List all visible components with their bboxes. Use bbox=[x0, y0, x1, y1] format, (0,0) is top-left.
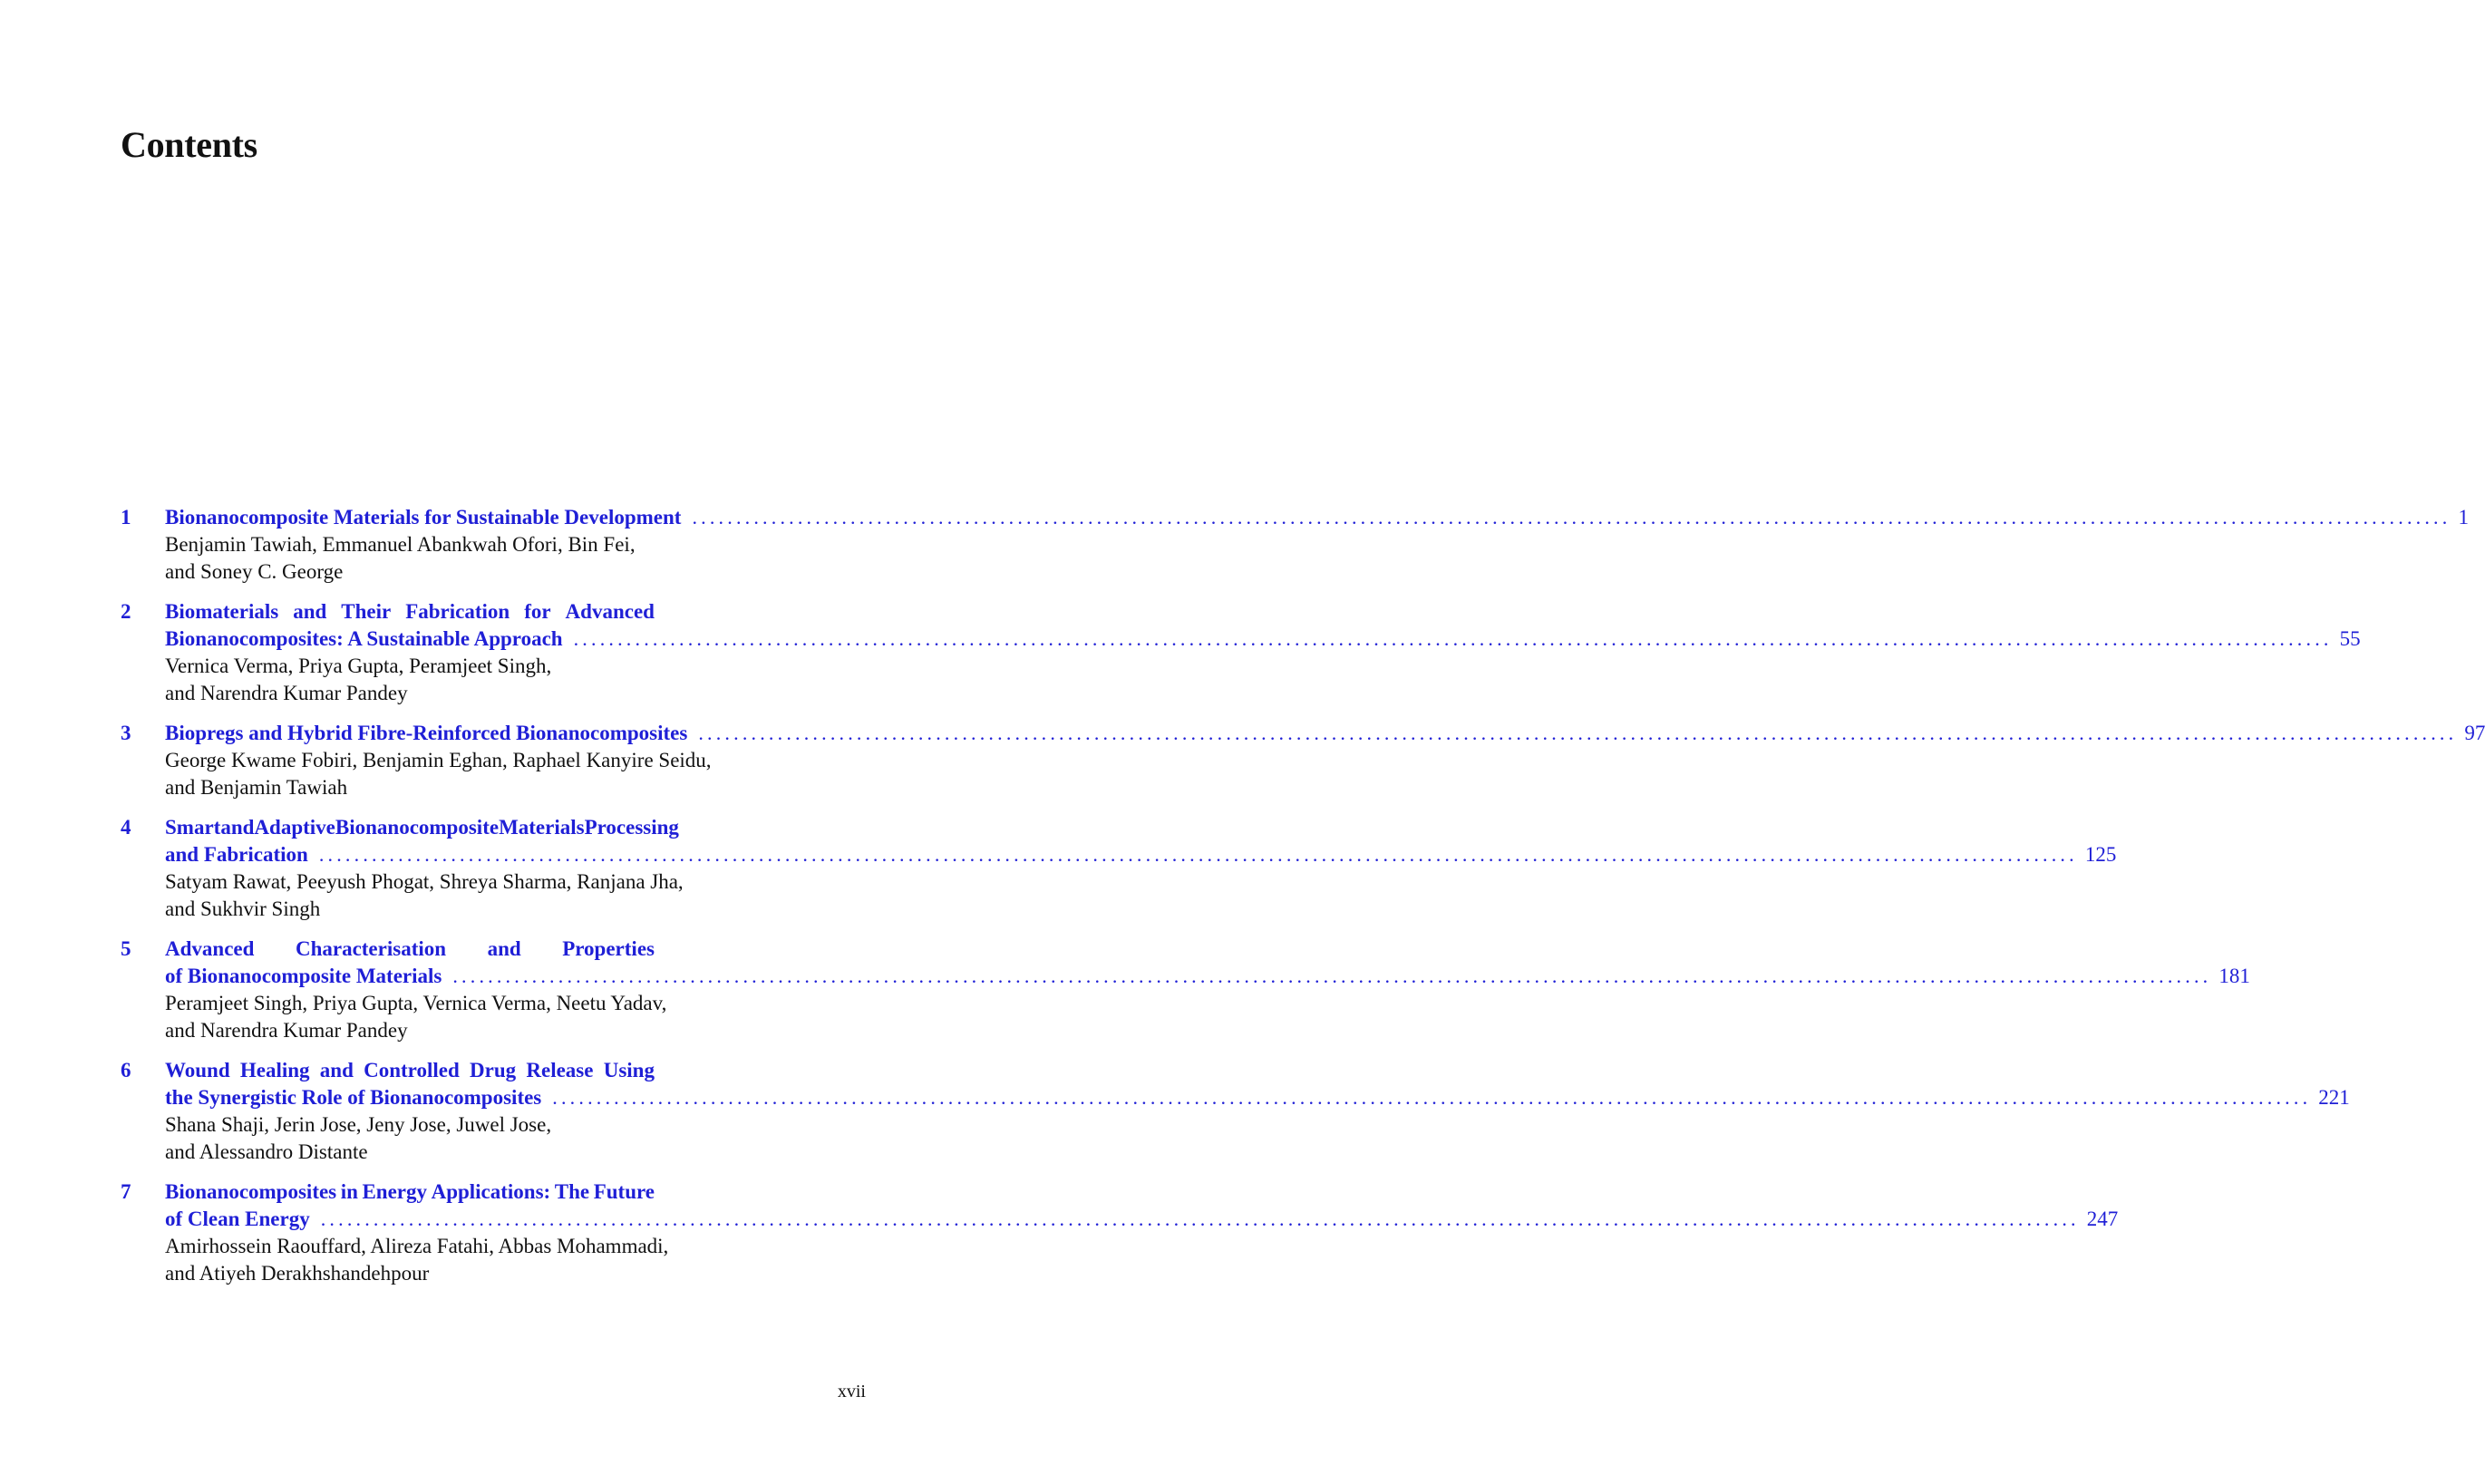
chapter-title-word: The bbox=[554, 1180, 590, 1203]
chapter-title-word: Advanced bbox=[165, 937, 255, 960]
chapter-number: 3 bbox=[121, 722, 131, 744]
chapter-authors: and Narendra Kumar Pandey bbox=[165, 1019, 408, 1042]
chapter-title-word: Properties bbox=[562, 937, 655, 960]
chapter-title-word: Biomaterials bbox=[165, 600, 279, 623]
toc-entry bbox=[121, 504, 2469, 586]
chapter-authors: Amirhossein Raouffard, Alireza Fatahi, Abbas Mohammadi, bbox=[165, 1235, 669, 1257]
chapter-title-word: Controlled bbox=[364, 1059, 460, 1081]
page-number-link[interactable]: 55 bbox=[2339, 627, 2361, 650]
chapter-title-link[interactable] bbox=[165, 1178, 655, 1206]
chapter-title-link[interactable] bbox=[165, 963, 2250, 990]
dot-leader: ........................................................................................................................................................................................................ bbox=[573, 627, 2333, 650]
chapter-number: 4 bbox=[121, 816, 131, 839]
chapter-title-word: and bbox=[319, 1059, 354, 1081]
chapter-title-word: for bbox=[524, 600, 551, 623]
page-title: Contents bbox=[121, 124, 257, 165]
chapter-title-link[interactable] bbox=[165, 936, 655, 963]
page-number-link[interactable]: 97 bbox=[2464, 722, 2485, 744]
chapter-title-word: Drug bbox=[470, 1059, 517, 1081]
chapter-number: 2 bbox=[121, 600, 131, 623]
chapter-title-word: Smart bbox=[165, 816, 221, 839]
chapter-title-word: and bbox=[487, 937, 521, 960]
chapter-number: 5 bbox=[121, 937, 131, 960]
toc-entry-body bbox=[165, 720, 2485, 801]
chapter-title-word: Fabrication bbox=[405, 600, 510, 623]
chapter-title-word: Release bbox=[526, 1059, 594, 1081]
chapter-title-text: of Clean Energy bbox=[165, 1208, 310, 1230]
chapter-authors: Benjamin Tawiah, Emmanuel Abankwah Ofori, Bin Fei, bbox=[165, 533, 636, 556]
chapter-title-word: Processing bbox=[584, 816, 679, 839]
page-number-link[interactable]: 181 bbox=[2218, 965, 2250, 987]
chapter-title-link[interactable] bbox=[165, 598, 655, 626]
toc-entry-body bbox=[165, 1057, 2350, 1166]
page-number-link[interactable]: 1 bbox=[2458, 506, 2469, 529]
dot-leader: ........................................................................................................................................................................................................ bbox=[320, 1208, 2080, 1230]
toc-entry-body bbox=[165, 1178, 2119, 1287]
toc-entry bbox=[121, 1178, 2119, 1287]
chapter-title-link[interactable] bbox=[165, 1057, 655, 1084]
chapter-authors: and Atiyeh Derakhshandehpour bbox=[165, 1262, 430, 1285]
chapter-number: 6 bbox=[121, 1059, 131, 1081]
chapter-title-word: Bionanocomposites bbox=[165, 1180, 337, 1203]
chapter-number: 7 bbox=[121, 1180, 131, 1203]
chapter-title-word: Energy bbox=[362, 1180, 428, 1203]
chapter-title-link[interactable] bbox=[165, 720, 2485, 747]
chapter-title-word: Healing bbox=[239, 1059, 310, 1081]
dot-leader: ........................................................................................................................................................................................................ bbox=[452, 965, 2212, 987]
chapter-title-word: and bbox=[220, 816, 255, 839]
chapter-title-word: Characterisation bbox=[295, 937, 447, 960]
toc-entry-body bbox=[165, 598, 2361, 707]
table-of-contents bbox=[121, 504, 2485, 1300]
toc-entry-body bbox=[165, 936, 2250, 1044]
page-number-link[interactable]: 247 bbox=[2086, 1208, 2119, 1230]
chapter-authors: Satyam Rawat, Peeyush Phogat, Shreya Sharma, Ranjana Jha, bbox=[165, 870, 684, 893]
chapter-title-link[interactable] bbox=[165, 626, 2361, 653]
dot-leader: ........................................................................................................................................................................................................ bbox=[692, 506, 2451, 529]
chapter-title-word: Materials bbox=[499, 816, 585, 839]
chapter-title-text: Bionanocomposite Materials for Sustainable Development bbox=[165, 506, 682, 529]
chapter-title-word: Using bbox=[603, 1059, 655, 1081]
chapter-title-word: and bbox=[293, 600, 327, 623]
chapter-authors: Vernica Verma, Priya Gupta, Peramjeet Singh, bbox=[165, 655, 552, 677]
page-number: xvii bbox=[837, 1382, 866, 1402]
dot-leader: ........................................................................................................................................................................................................ bbox=[698, 722, 2458, 744]
chapter-authors: and Soney C. George bbox=[165, 560, 344, 583]
chapter-authors: and Narendra Kumar Pandey bbox=[165, 682, 408, 704]
chapter-authors: George Kwame Fobiri, Benjamin Eghan, Raphael Kanyire Seidu, bbox=[165, 749, 712, 771]
toc-entry bbox=[121, 936, 2250, 1044]
chapter-title-text: the Synergistic Role of Bionanocomposites bbox=[165, 1086, 542, 1109]
toc-entry bbox=[121, 598, 2361, 707]
chapter-title-word: in bbox=[340, 1180, 358, 1203]
chapter-title-word: Applications: bbox=[431, 1180, 551, 1203]
chapter-title-text: and Fabrication bbox=[165, 843, 308, 866]
page-number-link[interactable]: 221 bbox=[2318, 1086, 2350, 1109]
chapter-title-text: Bionanocomposites: A Sustainable Approach bbox=[165, 627, 563, 650]
chapter-title-word: Adaptive bbox=[254, 816, 335, 839]
chapter-title-word: Future bbox=[593, 1180, 655, 1203]
chapter-title-word: Bionanocomposite bbox=[335, 816, 500, 839]
toc-entry bbox=[121, 720, 2485, 801]
chapter-title-link[interactable] bbox=[165, 841, 2117, 868]
chapter-title-word: Wound bbox=[165, 1059, 230, 1081]
chapter-authors: Shana Shaji, Jerin Jose, Jeny Jose, Juwel Jose, bbox=[165, 1113, 552, 1136]
chapter-title-word: Advanced bbox=[565, 600, 655, 623]
chapter-title-text: Biopregs and Hybrid Fibre-Reinforced Bionanocomposites bbox=[165, 722, 688, 744]
chapter-title-link[interactable] bbox=[165, 814, 679, 841]
chapter-title-link[interactable] bbox=[165, 504, 2469, 531]
chapter-authors: and Alessandro Distante bbox=[165, 1140, 368, 1163]
dot-leader: ........................................................................................................................................................................................................ bbox=[552, 1086, 2312, 1109]
dot-leader: ........................................................................................................................................................................................................ bbox=[318, 843, 2078, 866]
page-number-link[interactable]: 125 bbox=[2084, 843, 2117, 866]
chapter-authors: Peramjeet Singh, Priya Gupta, Vernica Verma, Neetu Yadav, bbox=[165, 992, 667, 1014]
chapter-title-text: of Bionanocomposite Materials bbox=[165, 965, 442, 987]
chapter-title-link[interactable] bbox=[165, 1206, 2119, 1233]
toc-entry-body bbox=[165, 504, 2469, 586]
toc-entry-body bbox=[165, 814, 2117, 923]
chapter-authors: and Sukhvir Singh bbox=[165, 897, 321, 920]
chapter-title-word: Their bbox=[341, 600, 392, 623]
chapter-authors: and Benjamin Tawiah bbox=[165, 776, 348, 799]
toc-entry bbox=[121, 814, 2117, 923]
chapter-number: 1 bbox=[121, 506, 131, 529]
chapter-title-link[interactable] bbox=[165, 1084, 2350, 1111]
toc-entry bbox=[121, 1057, 2350, 1166]
